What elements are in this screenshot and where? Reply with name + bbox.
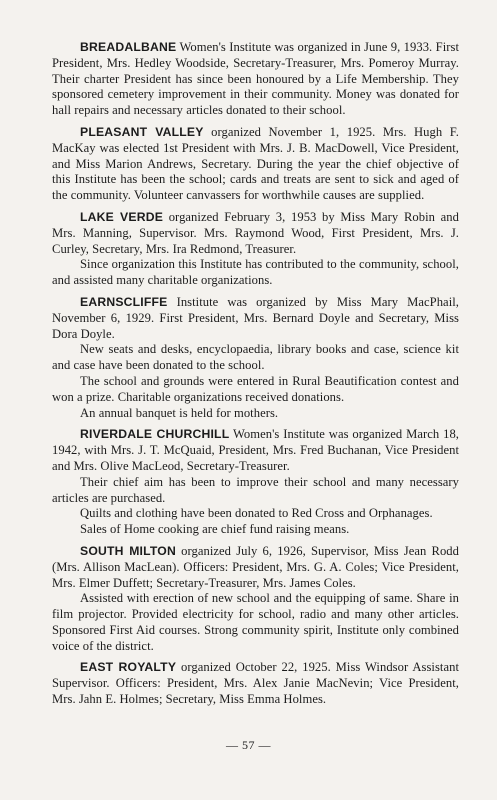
section-earnscliffe xyxy=(52,295,459,421)
paragraph: Their chief aim has been to improve their school and many necessary articles are purchased. xyxy=(52,474,459,505)
institute-name: RIVERDALE CHURCHILL xyxy=(80,427,230,442)
institute-name: BREADALBANE xyxy=(80,40,177,54)
section-east-royalty xyxy=(52,660,459,707)
section-pleasant-valley xyxy=(52,125,459,204)
paragraph xyxy=(52,40,459,119)
paragraph: An annual banquet is held for mothers. xyxy=(80,405,279,420)
paragraph xyxy=(52,427,459,474)
paragraph: Quilts and clothing have been donated to Red Cross and Orphanages. xyxy=(80,506,433,521)
paragraph: Since organization this Institute has contributed to the community, school, and assisted many charitable organizations. xyxy=(52,257,459,288)
page-number: — 57 — xyxy=(226,738,271,752)
paragraph: The school and grounds were entered in Rural Beautification contest and won a prize. Charitable organizations received donations. xyxy=(52,373,459,404)
paragraph-text: organized October 22, 1925. Miss Windsor Assistant Supervisor. Officers: President, Mrs. Alex Janie MacNevin; Vice President, Mrs. Jahn E. Holmes; Secretary, Miss Emma Holmes. xyxy=(52,660,459,707)
paragraph xyxy=(52,295,459,342)
paragraph-text: Women's Institute was organized in June 9, 1933. First President, Mrs. Hedley Woodside, Secretary-Treasurer, Mrs. Pomeroy Murray. Their charter President has since been honoured by a Life Membership. They sponsored cemetery improvement in their community. Money was donated for hall repairs and necessary articles donated to their school. xyxy=(52,40,459,118)
section-lake-verde xyxy=(52,210,459,289)
institute-name: EARNSCLIFFE xyxy=(80,294,168,309)
paragraph xyxy=(52,125,459,204)
paragraph xyxy=(52,210,459,257)
institute-name: EAST ROYALTY xyxy=(80,660,177,675)
paragraph xyxy=(52,660,459,707)
paragraph-text: Women's Institute was organized March 18, 1942, with Mrs. J. T. McQuaid, President, Mrs. Fred Buchanan, Vice President and Mrs. Olive MacLeod, Secretary-Treasurer. xyxy=(52,427,459,473)
paragraph-text: Institute was organized by Miss Mary MacPhail, November 6, 1929. First President, Mrs. Bernard Doyle and Secretary, Miss Dora Doyle. xyxy=(52,294,459,341)
institute-name: PLEASANT VALLEY xyxy=(80,124,204,139)
section-south-milton xyxy=(52,544,459,655)
paragraph-text: organized July 6, 1926, Supervisor, Miss Jean Rodd (Mrs. Allison MacLean). Officers: President, Mrs. G. A. Coles; Vice President, Mrs. Elmer Duffett; Secretary-Treasurer, Mrs. James Coles. xyxy=(52,543,459,590)
institute-name: LAKE VERDE xyxy=(80,209,164,224)
paragraph xyxy=(52,544,459,591)
institute-name: SOUTH MILTON xyxy=(80,543,176,558)
paragraph-text: organized February 3, 1953 by Miss Mary Robin and Mrs. Manning, Supervisor. Mrs. Raymond Wood, First President, Mrs. J. Curley, Secretary, Mrs. Ira Redmond, Treasurer. xyxy=(52,209,459,256)
paragraph: Assisted with erection of new school and the equipping of same. Share in film projector. Provided electricity for school, radio and many other articles. Sponsored First Aid courses. Strong community spirit, Institute only combined voice of the district. xyxy=(52,591,459,653)
paragraph: New seats and desks, encyclopaedia, library books and case, science kit and case have been donated to the school. xyxy=(52,342,459,373)
section-riverdale-churchill xyxy=(52,427,459,538)
paragraph: Sales of Home cooking are chief fund raising means. xyxy=(80,522,350,537)
section-breadalbane xyxy=(52,40,459,119)
paragraph-text: organized November 1, 1925. Mrs. Hugh F. MacKay was elected 1st President with Mrs. J. B. MacDowell, Vice President, and Miss Marion Andrews, Secretary. During the year the chief objective of this Institute has been the school; cards and treats are sent to sick and aged of the community. Volunteer canvassers for worthwhile causes are supplied. xyxy=(52,124,459,203)
